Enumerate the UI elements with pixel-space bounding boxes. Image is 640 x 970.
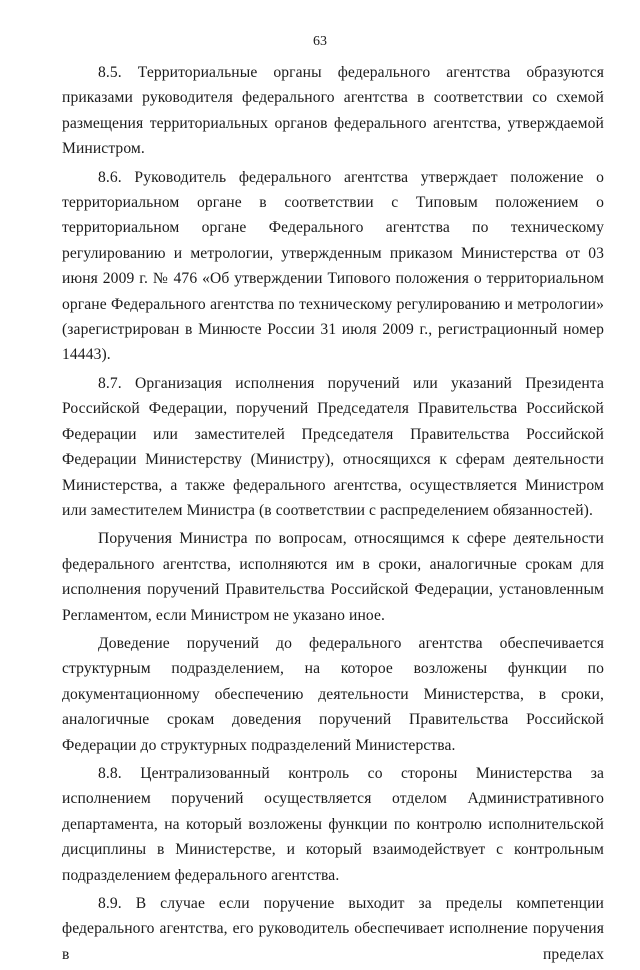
paragraph-8-5: 8.5. Территориальные органы федерального агентства образуются приказами руководителя федерального агентства в соответствии со схемой размещения территориальных органов федерального агентства, утверждаемой Министром.	[62, 64, 604, 158]
paragraph-8-7: 8.7. Организация исполнения поручений или указаний Президента Российской Федерации, поручений Председателя Правительства Российской Федерации или заместителей Председателя Правительства Российской Федерации Министерству (Министру), относящихся к сферам деятельности Министерства, а также федерального агентства, осуществляется Министром или заместителем Министра (в соответствии с распределением обязанностей).	[62, 374, 604, 519]
document-body	[62, 60, 604, 970]
page-number: 63	[313, 34, 327, 49]
paragraph-8-8: 8.8. Централизованный контроль со стороны Министерства за исполнением поручений осуществляется отделом Административного департамента, на который возложены функции по контролю исполнительской дисциплины в Министерстве, и который взаимодействует с контрольным подразделением федерального агентства.	[62, 764, 604, 884]
paragraph-8-9: 8.9. В случае если поручение выходит за пределы компетенции федерального агентства, его руководитель обеспечивает исполнение поручения в пределах	[62, 895, 604, 963]
paragraph-8-6: 8.6. Руководитель федерального агентства утверждает положение о территориальном органе в соответствии с Типовым положением о территориальном органе Федерального агентства по техническому регулированию и метрологии, утвержденным приказом Министерства от 03 июня 2009 г. № 476 «Об утверждении Типового положения о территориальном органе Федерального агентства по техническому регулированию и метрологии» (зарегистрирован в Минюсте России 31 июля 2009 г., регистрационный номер 14443).	[62, 168, 604, 364]
paragraph-orders-delivery: Доведение поручений до федерального агентства обеспечивается структурным подразделением, на которое возложены функции по документационному обеспечению деятельности Министерства, в сроки, аналогичные срокам доведения поручений Правительства Российской Федерации до структурных подразделений Министерства.	[62, 634, 604, 754]
paragraph-minister-orders: Поручения Министра по вопросам, относящимся к сфере деятельности федерального агентства, исполняются им в сроки, аналогичные срокам для исполнения поручений Правительства Российской Федерации, установленным Регламентом, если Министром не указано иное.	[62, 530, 604, 624]
